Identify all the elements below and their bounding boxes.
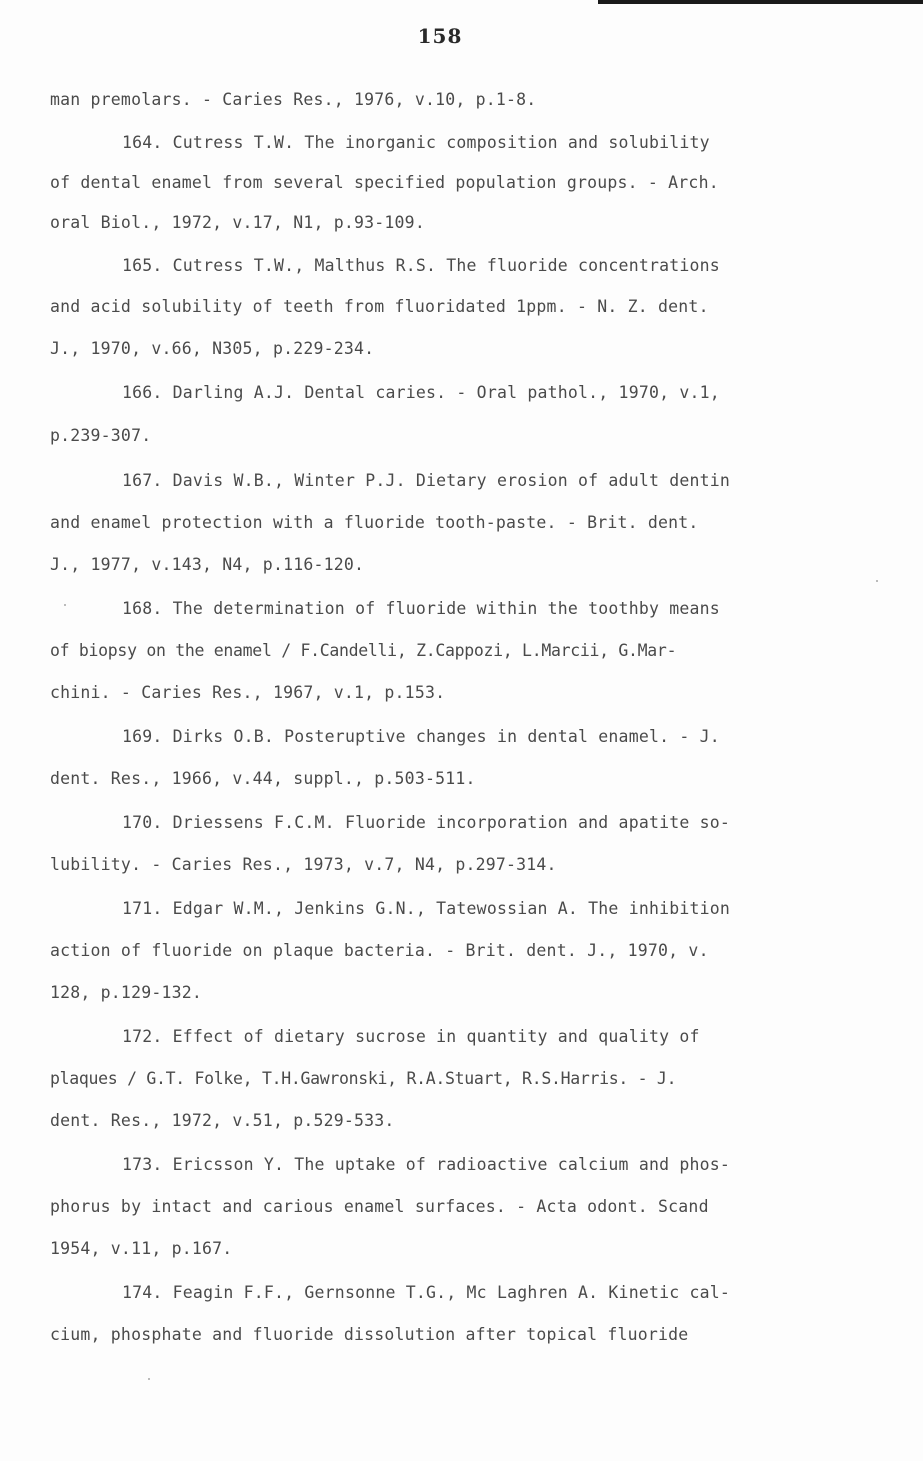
- reference-line: phorus by intact and carious enamel surfaces. - Acta odont. Scand: [50, 1197, 709, 1216]
- reference-line: p.239-307.: [50, 426, 152, 445]
- reference-line: J., 1977, v.143, N4, p.116-120.: [50, 555, 365, 574]
- scan-speck: [148, 1378, 150, 1380]
- reference-line: of dental enamel from several specified population groups. - Arch.: [50, 173, 719, 192]
- reference-line: and enamel protection with a fluoride tooth-paste. - Brit. dent.: [50, 513, 699, 532]
- reference-line: 174. Feagin F.F., Gernsonne T.G., Mc Laghren A. Kinetic cal-: [122, 1283, 731, 1302]
- reference-line: and acid solubility of teeth from fluoridated 1ppm. - N. Z. dent.: [50, 297, 709, 316]
- reference-line: 128, p.129-132.: [50, 983, 203, 1002]
- reference-line: dent. Res., 1972, v.51, p.529-533.: [50, 1111, 395, 1130]
- page-number: 158: [417, 24, 463, 48]
- reference-line: 173. Ericsson Y. The uptake of radioactive calcium and phos-: [122, 1155, 731, 1174]
- scan-edge-bar: [598, 0, 923, 4]
- scan-speck: [64, 604, 66, 606]
- reference-line: 164. Cutress T.W. The inorganic composition and solubility: [122, 133, 710, 152]
- reference-line: action of fluoride on plaque bacteria. - Brit. dent. J., 1970, v.: [50, 941, 709, 960]
- reference-line: 167. Davis W.B., Winter P.J. Dietary erosion of adult dentin: [122, 471, 731, 490]
- reference-line: cium, phosphate and fluoride dissolution after topical fluoride: [50, 1325, 689, 1344]
- reference-line: 171. Edgar W.M., Jenkins G.N., Tatewossian A. The inhibition: [122, 899, 731, 918]
- reference-line: 166. Darling A.J. Dental caries. - Oral pathol., 1970, v.1,: [122, 383, 720, 402]
- reference-line: of biopsy on the enamel / F.Candelli, Z.Cappozi, L.Marcii, G.Mar-: [50, 641, 677, 660]
- reference-line: 1954, v.11, p.167.: [50, 1239, 233, 1258]
- reference-line: oral Biol., 1972, v.17, N1, p.93-109.: [50, 213, 425, 232]
- reference-line: chini. - Caries Res., 1967, v.1, p.153.: [50, 683, 446, 702]
- reference-line: 172. Effect of dietary sucrose in quantity and quality of: [122, 1027, 700, 1046]
- reference-line: 168. The determination of fluoride within the toothby means: [122, 599, 720, 618]
- reference-line: 169. Dirks O.B. Posteruptive changes in dental enamel. - J.: [122, 727, 720, 746]
- scan-speck: [876, 580, 878, 582]
- reference-line: lubility. - Caries Res., 1973, v.7, N4, p.297-314.: [50, 855, 557, 874]
- reference-line: 170. Driessens F.C.M. Fluoride incorporation and apatite so-: [122, 813, 731, 832]
- reference-line: J., 1970, v.66, N305, p.229-234.: [50, 339, 375, 358]
- reference-line: plaques / G.T. Folke, T.H.Gawronski, R.A.Stuart, R.S.Harris. - J.: [50, 1069, 677, 1088]
- reference-line: man premolars. - Caries Res., 1976, v.10, p.1-8.: [50, 90, 537, 109]
- reference-line: dent. Res., 1966, v.44, suppl., p.503-511.: [50, 769, 476, 788]
- reference-line: 165. Cutress T.W., Malthus R.S. The fluoride concentrations: [122, 256, 720, 275]
